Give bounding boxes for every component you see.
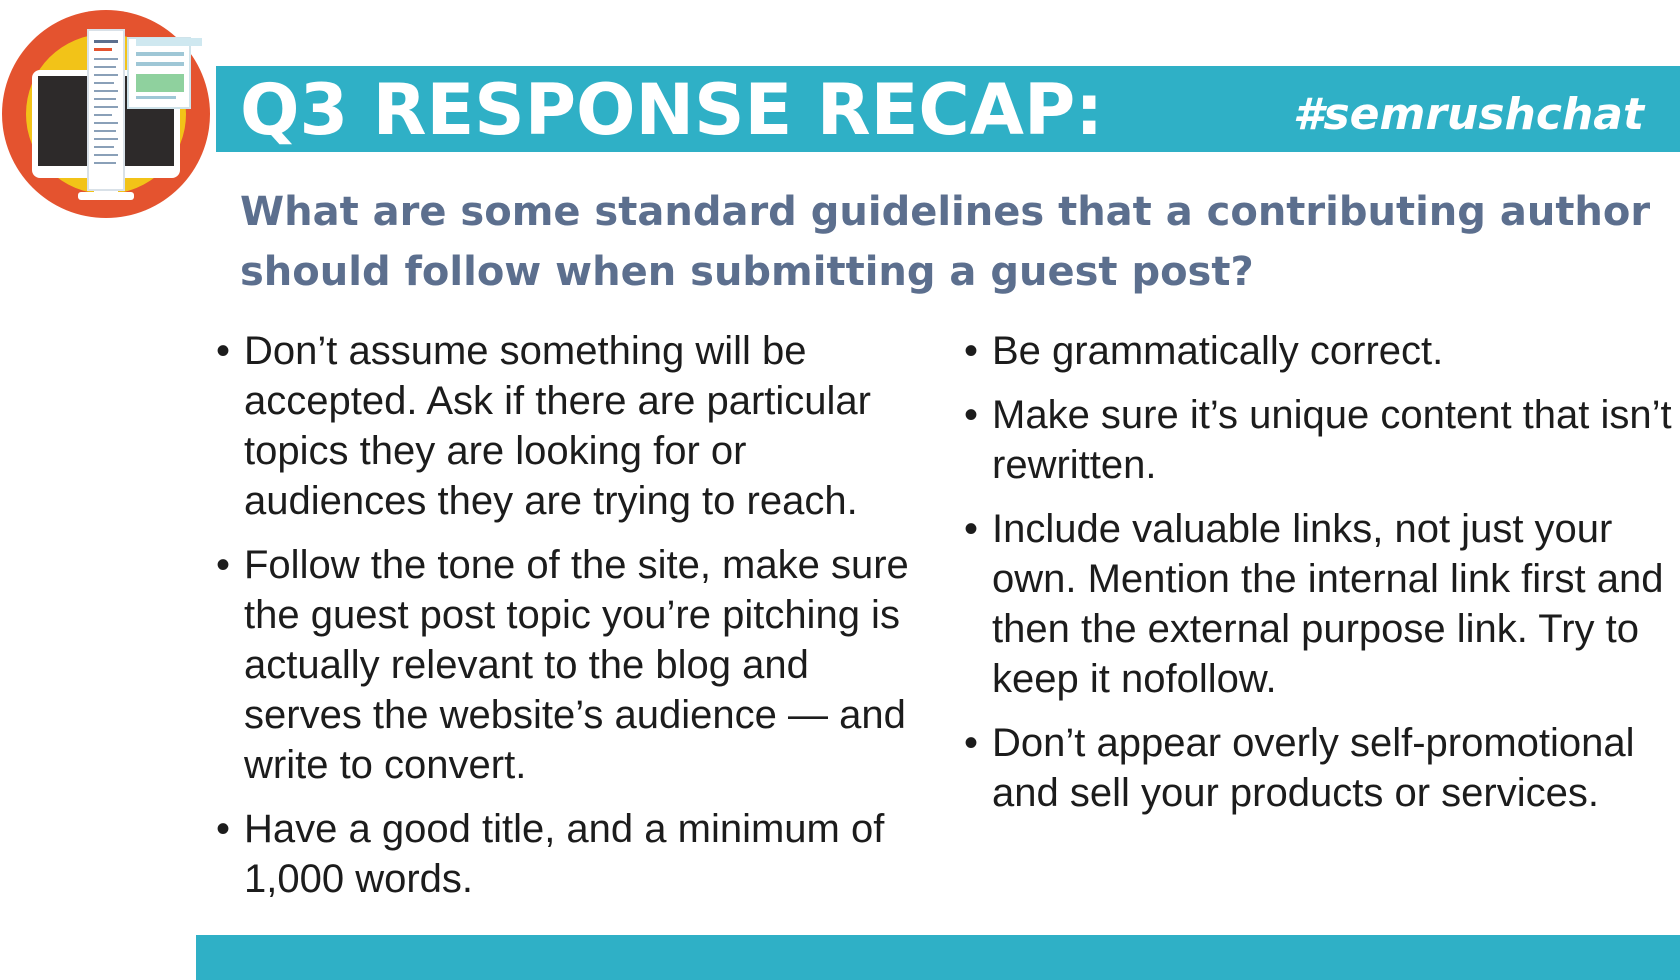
left-column — [216, 326, 936, 918]
question-text: What are some standard guidelines that a contributing author should follow when submitting a guest post? — [240, 189, 1651, 295]
page-title: Q3 RESPONSE RECAP: — [240, 69, 1104, 151]
hashtag: #semrushchat — [1292, 89, 1644, 140]
list-item: • Be grammatically correct. — [964, 326, 1674, 376]
list-item: • Don’t assume something will be accepted. Ask if there are particular topics they are looking for or audiences they are trying to reach. — [216, 326, 936, 526]
list-item: • Make sure it’s unique content that isn’t rewritten. — [964, 390, 1674, 490]
list-item: • Include valuable links, not just your own. Mention the internal link first and then the external purpose link. Try to keep it nofollow. — [964, 504, 1674, 704]
computer-monitor-icon — [0, 4, 216, 220]
list-item: • Follow the tone of the site, make sure the guest post topic you’re pitching is actually relevant to the blog and serves the website’s audience — and write to convert. — [216, 540, 936, 790]
list-item: • Have a good title, and a minimum of 1,000 words. — [216, 804, 936, 904]
right-column — [964, 326, 1674, 832]
list-item: • Don’t appear overly self-promotional and sell your products or services. — [964, 718, 1674, 818]
footer-band — [196, 935, 1680, 980]
